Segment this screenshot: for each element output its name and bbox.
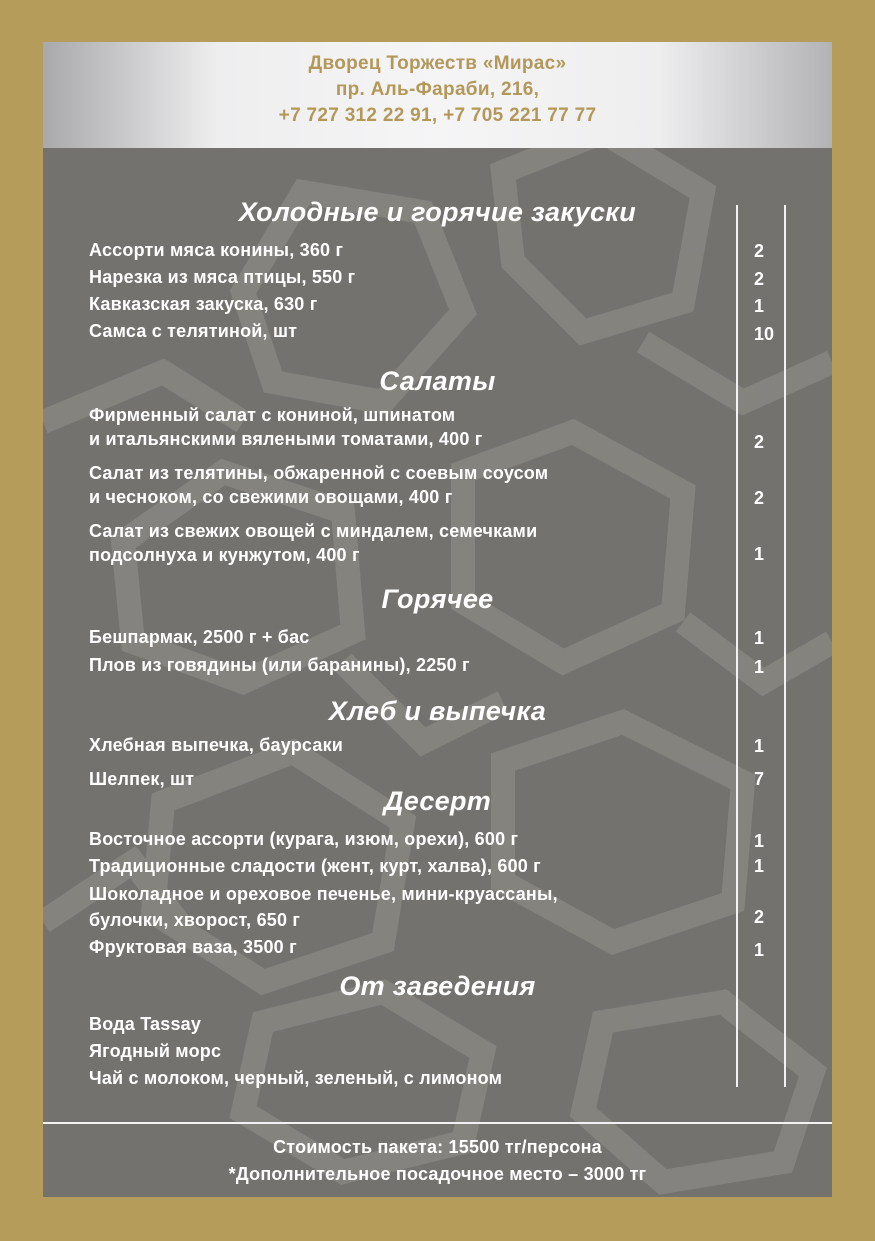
item-quantity: 2: [754, 488, 765, 508]
item-quantity: 1: [754, 856, 765, 876]
item-quantity: 2: [754, 269, 765, 289]
menu-item: Вода Tassay: [89, 1014, 202, 1034]
extra-seat-note: *Дополнительное посадочное место – 3000 тг: [228, 1164, 647, 1184]
section-title: Десерт: [383, 786, 492, 816]
item-quantity: 2: [754, 907, 765, 927]
menu-item: Ягодный морс: [89, 1041, 222, 1061]
item-quantity: 2: [754, 432, 765, 452]
section-title: Салаты: [379, 366, 496, 396]
venue-name: Дворец Торжеств «Мирас»: [308, 53, 567, 74]
menu-item: Шелпек, шт: [89, 769, 195, 789]
menu-item: Фруктовая ваза, 3500 г: [89, 937, 297, 957]
menu-item-line: Фирменный салат с кониной, шпинатом: [89, 405, 456, 425]
item-quantity: 7: [754, 769, 765, 789]
column-line-right: [784, 205, 786, 1087]
item-quantity: 1: [754, 736, 765, 756]
venue-address: пр. Аль-Фараби, 216,: [335, 79, 540, 100]
menu-item: Восточное ассорти (курага, изюм, орехи), 600 г: [89, 829, 519, 849]
section-title: От заведения: [339, 971, 536, 1001]
item-quantity: 10: [754, 324, 775, 344]
menu-item-line: Салат из телятины, обжаренной с соевым соусом: [89, 463, 549, 483]
menu-item: Традиционные сладости (жент, курт, халва), 600 г: [89, 856, 541, 876]
menu-item: Кавказская закуска, 630 г: [89, 294, 318, 314]
menu-item-line: подсолнуха и кунжутом, 400 г: [89, 545, 360, 565]
menu-card: [43, 42, 832, 1197]
menu-item-line: и итальянскими вялеными томатами, 400 г: [89, 429, 483, 449]
menu-item: Самса с телятиной, шт: [89, 321, 298, 341]
menu-item-line: и чесноком, со свежими овощами, 400 г: [89, 487, 453, 507]
item-quantity: 1: [754, 831, 765, 851]
menu-item: Чай с молоком, черный, зеленый, с лимоном: [89, 1068, 503, 1088]
venue-header: [43, 42, 832, 148]
menu-item-line: Шоколадное и ореховое печенье, мини-круассаны,: [89, 884, 558, 904]
item-quantity: 1: [754, 657, 765, 677]
section-title: Горячее: [381, 584, 494, 614]
item-quantity: 1: [754, 544, 765, 564]
item-quantity: 2: [754, 241, 765, 261]
section-title: Хлеб и выпечка: [328, 696, 547, 726]
footer-divider: [43, 1122, 832, 1124]
item-quantity: 1: [754, 628, 765, 648]
section-title: Холодные и горячие закуски: [238, 197, 637, 227]
menu-item-line: булочки, хворост, 650 г: [89, 910, 301, 930]
menu-item-line: Салат из свежих овощей с миндалем, семечками: [89, 521, 538, 541]
package-price: Стоимость пакета: 15500 тг/персона: [273, 1137, 602, 1157]
menu-item: Хлебная выпечка, баурсаки: [89, 735, 344, 755]
item-quantity: 1: [754, 940, 765, 960]
column-line-left: [736, 205, 738, 1087]
menu-item: Нарезка из мяса птицы, 550 г: [89, 267, 356, 287]
menu-item: Ассорти мяса конины, 360 г: [89, 240, 344, 260]
item-quantity: 1: [754, 296, 765, 316]
menu-item: Бешпармак, 2500 г + бас: [89, 627, 310, 647]
menu-item: Плов из говядины (или баранины), 2250 г: [89, 655, 470, 675]
venue-phones: +7 727 312 22 91, +7 705 221 77 77: [278, 105, 597, 126]
